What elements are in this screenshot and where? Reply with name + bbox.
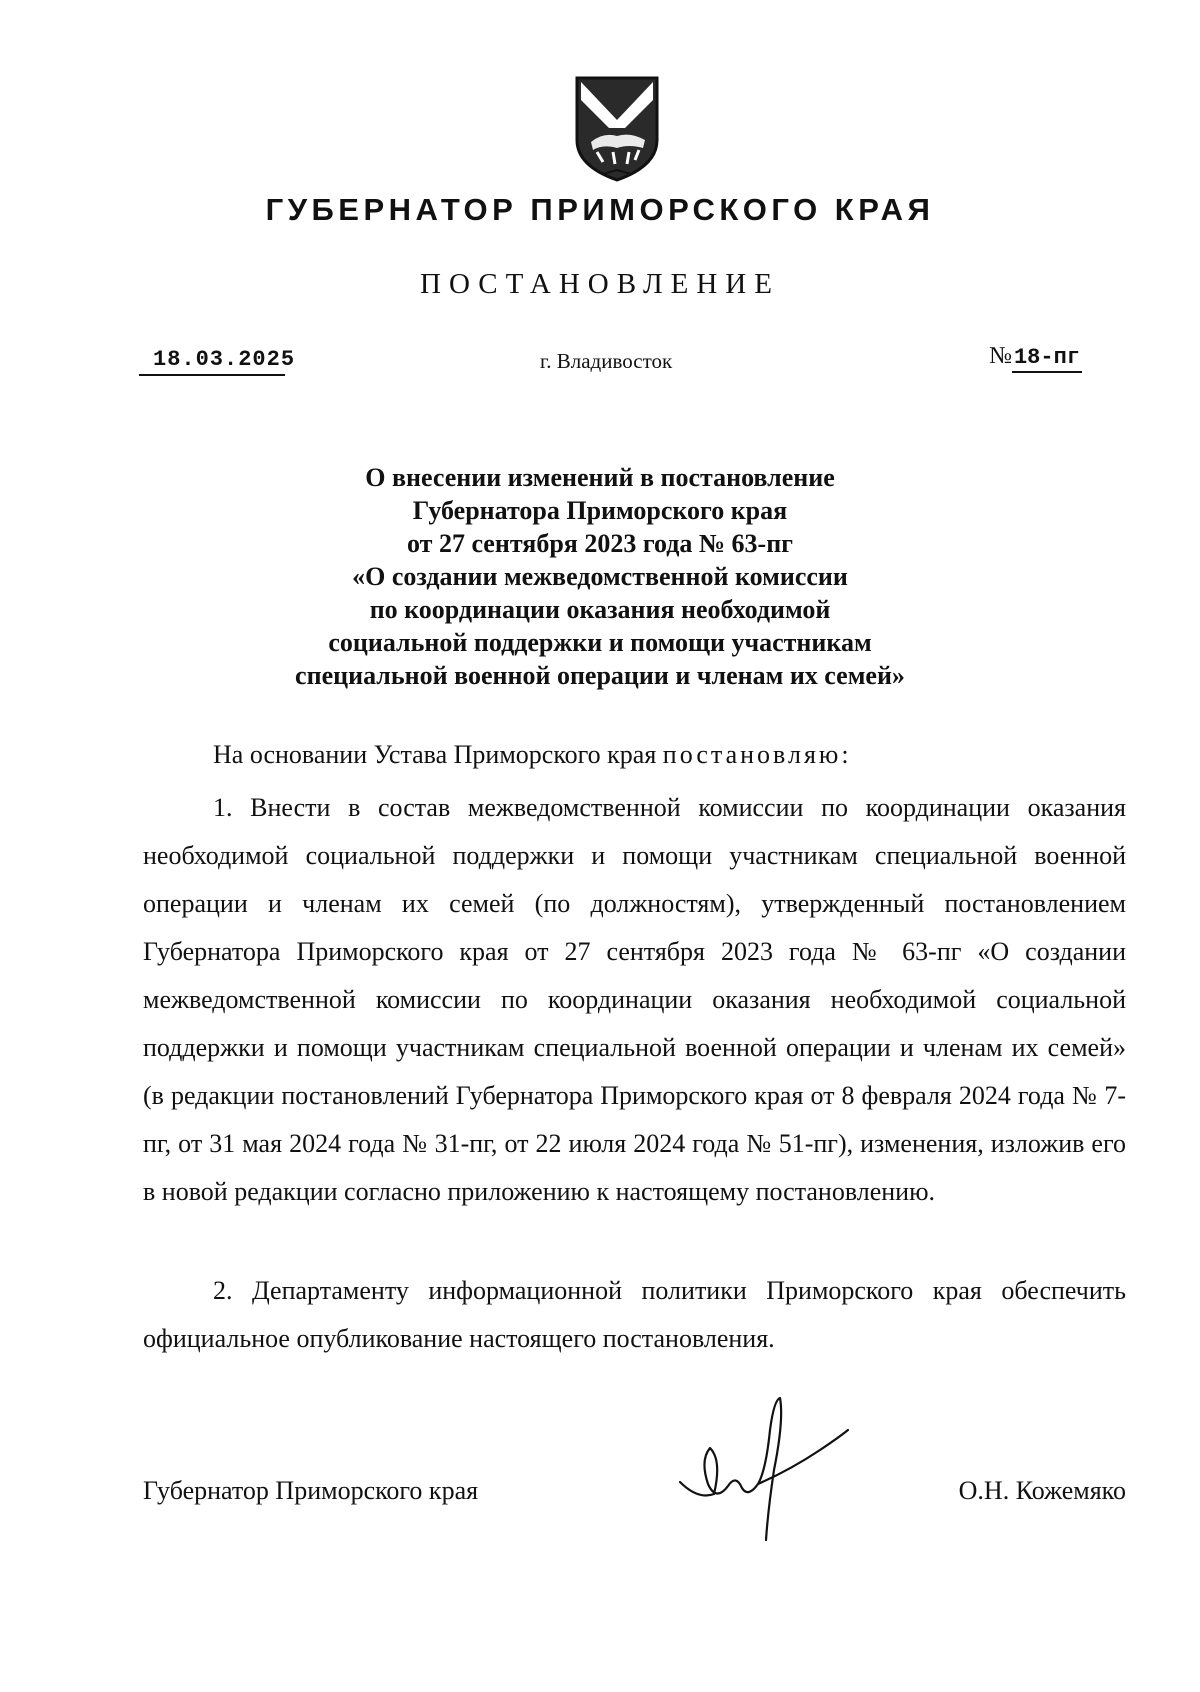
preamble-text: На основании Устава Приморского края bbox=[213, 740, 663, 769]
preamble-colon: : bbox=[841, 740, 849, 769]
document-city: г. Владивосток bbox=[540, 349, 673, 373]
title-line: Губернатора Приморского края bbox=[412, 496, 788, 525]
title-line: специальной военной операции и членам их семей» bbox=[295, 661, 905, 690]
document-number bbox=[989, 343, 1082, 370]
title-line: социальной поддержки и помощи участникам bbox=[328, 628, 872, 657]
preamble bbox=[213, 740, 849, 770]
title-line: по координации оказания необходимой bbox=[369, 595, 831, 624]
number-value: 18-пг bbox=[1012, 345, 1082, 373]
signatory-position: Губернатор Приморского края bbox=[143, 1476, 479, 1505]
number-prefix: № bbox=[989, 343, 1012, 369]
paragraph-2: 2. Департаменту информационной политики Приморского края обеспечить официальное опубликование настоящего постановления. bbox=[143, 1276, 1126, 1353]
title-line: от 27 сентября 2023 года № 63-пг bbox=[407, 529, 793, 558]
preamble-decree-word: постановляю bbox=[662, 740, 842, 769]
title-line: О внесении изменений в постановление bbox=[365, 463, 835, 492]
title-line: «О создании межведомственной комиссии bbox=[352, 562, 848, 591]
paragraph-1: 1. Внести в состав межведомственной комиссии по координации оказания необходимой социальной поддержки и помощи участникам специальной военной операции и членам их семей (по должностям), утвержденный постановлением Губернатора Приморского края от 27 сентября 2023 года № 63-пг «О создании межведомственной комиссии по координации оказания необходимой социальной поддержки и помощи участникам специальной военной операции и членам их семей» (в редакции постановлений Губернатора Приморского края от 8 февраля 2024 года № 7-пг, от 31 мая 2024 года № 31-пг, от 22 июля 2024 года № 51-пг), изменения, изложив его в новой редакции согласно приложению к настоящему постановлению. bbox=[143, 793, 1126, 1206]
document-title bbox=[230, 461, 970, 692]
coat-of-arms-icon bbox=[573, 74, 661, 186]
document-type: ПОСТАНОВЛЕНИЕ bbox=[420, 268, 780, 300]
document-date: 18.03.2025 bbox=[139, 347, 285, 376]
handwritten-signature bbox=[670, 1390, 870, 1550]
signatory-name: О.Н. Кожемяко bbox=[958, 1476, 1126, 1505]
issuing-authority: ГУБЕРНАТОР ПРИМОРСКОГО КРАЯ bbox=[265, 192, 935, 227]
